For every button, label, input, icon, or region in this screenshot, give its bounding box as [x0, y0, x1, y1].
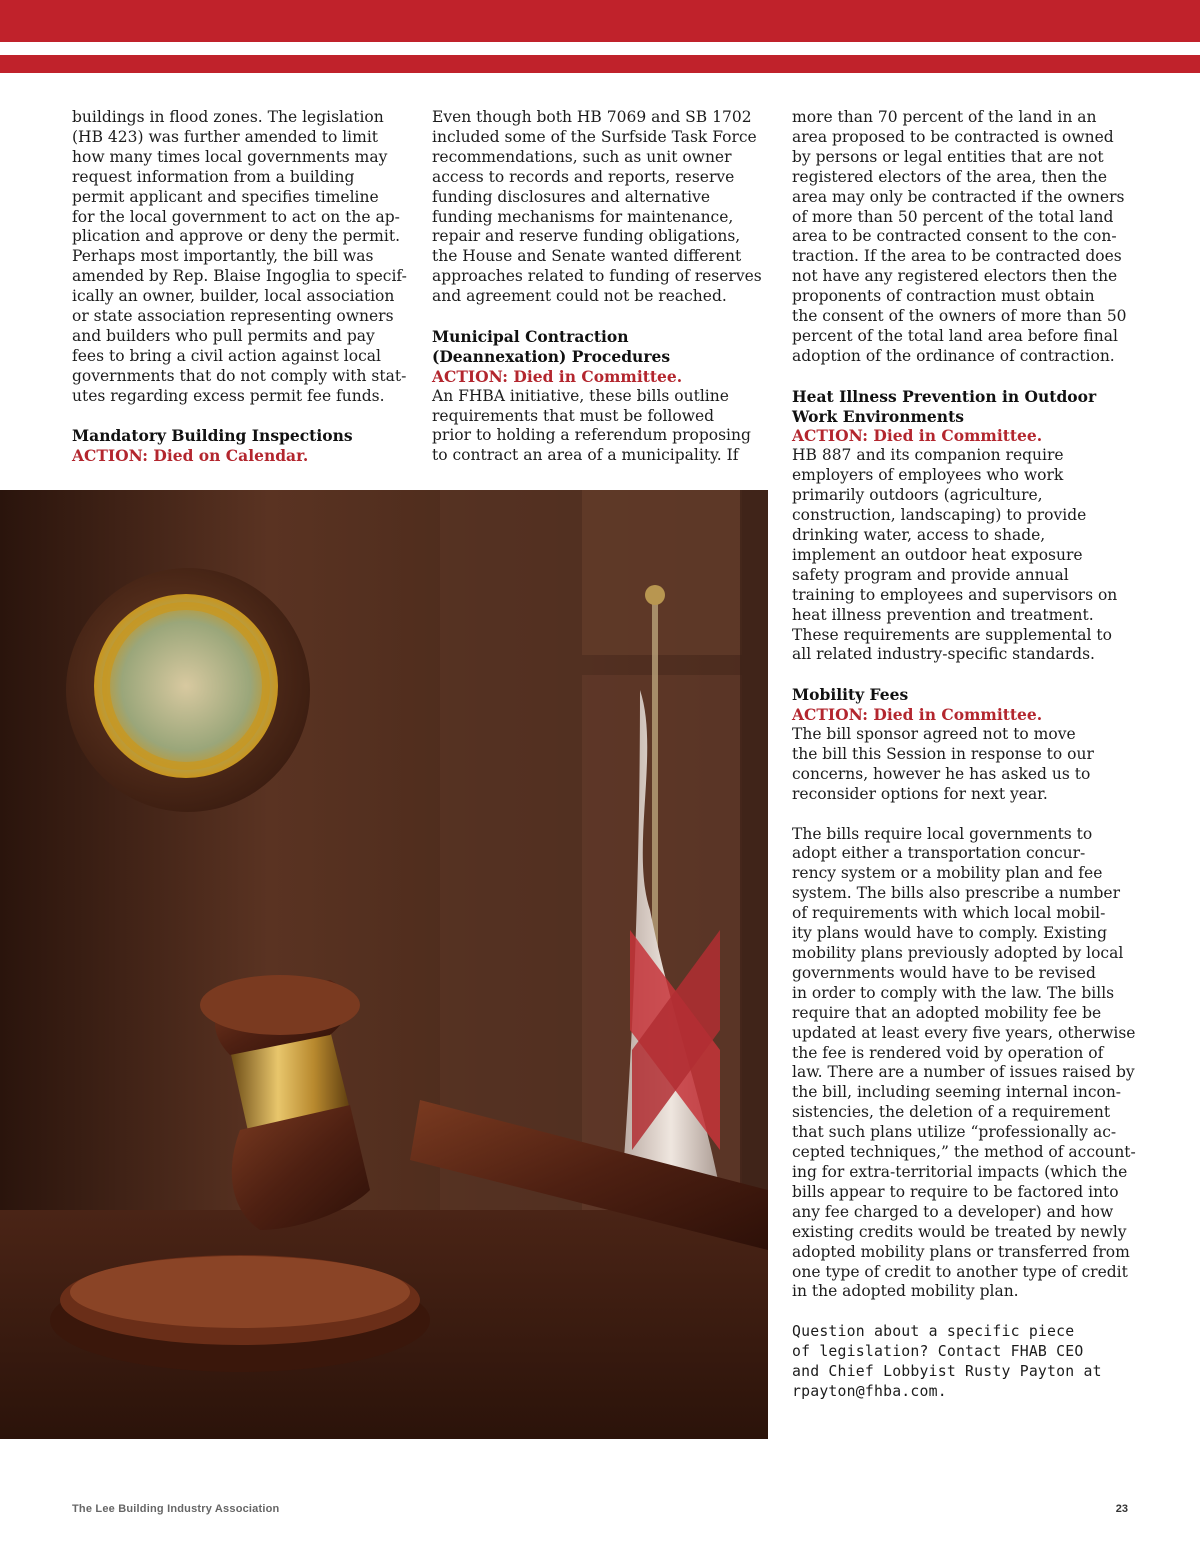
- header-red-stripe: [0, 55, 1200, 73]
- text-line: The bills require local governments to: [792, 824, 1093, 843]
- text-line: the House and Senate wanted different: [432, 247, 742, 266]
- action-status: ACTION: Died in Committee.: [792, 705, 1043, 725]
- text-line: for the local government to act on the ap-: [72, 207, 400, 226]
- text-line: governments would have to be revised: [792, 963, 1096, 982]
- article-column-1: [72, 108, 412, 466]
- action-status: ACTION: Died on Calendar.: [72, 446, 309, 466]
- text-line: mobility plans previously adopted by local: [792, 944, 1124, 963]
- section-heading-municipal-contraction: Municipal Contraction: [432, 326, 629, 346]
- text-line: HB 887 and its companion require: [792, 446, 1064, 465]
- footer-publication: The Lee Building Industry Association: [72, 1503, 280, 1515]
- section-heading-heat-illness: Heat Illness Prevention in Outdoor: [792, 386, 1097, 406]
- contact-note: [792, 1322, 1137, 1402]
- text-line: recommendations, such as unit owner: [432, 147, 732, 166]
- text-line: plication and approve or deny the permit.: [72, 227, 400, 246]
- text-line: The bill sponsor agreed not to move: [792, 725, 1076, 744]
- text-line: area proposed to be contracted is owned: [792, 127, 1114, 146]
- text-line: These requirements are supplemental to: [792, 625, 1112, 644]
- paragraph-hb423: [72, 108, 412, 407]
- text-line: An FHBA initiative, these bills outline: [432, 386, 729, 405]
- text-line: repair and reserve funding obligations,: [432, 227, 741, 246]
- text-line: percent of the total land area before final: [792, 326, 1118, 345]
- contact-email[interactable]: rpayton@fhba.com.: [792, 1382, 947, 1400]
- text-line: adopted mobility plans or transferred from: [792, 1242, 1130, 1261]
- text-line: of legislation? Contact FHAB CEO: [792, 1343, 1084, 1361]
- text-line: governments that do not comply with stat-: [72, 366, 407, 385]
- text-line: proponents of contraction must obtain: [792, 287, 1095, 306]
- text-line: in order to comply with the law. The bills: [792, 983, 1115, 1002]
- text-line: drinking water, access to shade,: [792, 526, 1046, 545]
- text-line: of more than 50 percent of the total land: [792, 207, 1114, 226]
- paragraph-contraction: [432, 387, 772, 467]
- text-line: the fee is rendered void by operation of: [792, 1043, 1104, 1062]
- text-line: existing credits would be treated by newly: [792, 1222, 1127, 1241]
- page-number: 23: [1115, 1503, 1128, 1515]
- text-line: the consent of the owners of more than 50: [792, 307, 1127, 326]
- text-line: all related industry-specific standards.: [792, 645, 1095, 664]
- text-line: primarily outdoors (agriculture,: [792, 486, 1043, 505]
- text-line: sistencies, the deletion of a requirement: [792, 1103, 1111, 1122]
- text-line: approaches related to funding of reserves: [432, 267, 762, 286]
- text-line: reconsider options for next year.: [792, 784, 1048, 803]
- article-column-2: [432, 108, 772, 466]
- text-line: any fee charged to a developer) and how: [792, 1202, 1114, 1221]
- text-line: or state association representing owners: [72, 307, 394, 326]
- article-column-3: [792, 108, 1137, 1402]
- text-line: and Chief Lobbyist Rusty Payton at: [792, 1363, 1102, 1381]
- text-line: of requirements with which local mobil-: [792, 904, 1106, 923]
- text-line: safety program and provide annual: [792, 565, 1069, 584]
- header-red-band: [0, 0, 1200, 42]
- text-line: area may only be contracted if the owners: [792, 187, 1125, 206]
- text-line: Even though both HB 7069 and SB 1702: [432, 108, 752, 126]
- section-heading-mobility-fees: Mobility Fees: [792, 685, 909, 705]
- text-line: the bill, including seeming internal incon-: [792, 1083, 1122, 1102]
- paragraph-mobility-bills: [792, 825, 1137, 1303]
- text-line: updated at least every five years, otherwise: [792, 1023, 1136, 1042]
- text-line: funding disclosures and alternative: [432, 187, 711, 206]
- paragraph-mobility-sponsor: [792, 725, 1137, 805]
- text-line: adopt either a transportation concur-: [792, 844, 1086, 863]
- text-line: that such plans utilize “professionally ac-: [792, 1123, 1117, 1142]
- text-line: rency system or a mobility plan and fee: [792, 864, 1103, 883]
- text-line: request information from a building: [72, 167, 355, 186]
- text-line: employers of employees who work: [792, 466, 1064, 485]
- text-line: requirements that must be followed: [432, 406, 715, 425]
- text-line: in the adopted mobility plan.: [792, 1282, 1019, 1301]
- text-line: construction, landscaping) to provide: [792, 506, 1087, 525]
- text-line: not have any registered electors then the: [792, 267, 1118, 286]
- text-line: implement an outdoor heat exposure: [792, 545, 1083, 564]
- text-line: ically an owner, builder, local association: [72, 287, 395, 306]
- text-line: Question about a specific piece: [792, 1323, 1075, 1341]
- paragraph-surfside: [432, 108, 772, 307]
- text-line: require that an adopted mobility fee be: [792, 1003, 1102, 1022]
- section-heading-municipal-contraction-cont: (Deannexation) Procedures: [432, 346, 671, 366]
- text-line: law. There are a number of issues raised by: [792, 1063, 1135, 1082]
- paragraph-heat-illness: [792, 446, 1137, 665]
- courtroom-gavel-photo: [0, 490, 768, 1439]
- text-line: registered electors of the area, then the: [792, 167, 1107, 186]
- text-line: more than 70 percent of the land in an: [792, 108, 1097, 126]
- text-line: (HB 423) was further amended to limit: [72, 127, 379, 146]
- text-line: concerns, however he has asked us to: [792, 764, 1091, 783]
- text-line: to contract an area of a municipality. If: [432, 446, 739, 465]
- text-line: funding mechanisms for maintenance,: [432, 207, 734, 226]
- text-line: by persons or legal entities that are not: [792, 147, 1104, 166]
- text-line: access to records and reports, reserve: [432, 167, 735, 186]
- text-line: fees to bring a civil action against local: [72, 346, 381, 365]
- text-line: the bill this Session in response to our: [792, 744, 1094, 763]
- text-line: Perhaps most importantly, the bill was: [72, 247, 374, 266]
- text-line: bills appear to require to be factored into: [792, 1182, 1119, 1201]
- text-line: area to be contracted consent to the con-: [792, 227, 1117, 246]
- action-status: ACTION: Died in Committee.: [792, 426, 1043, 446]
- text-line: and agreement could not be reached.: [432, 287, 727, 306]
- text-line: cepted techniques,” the method of account-: [792, 1143, 1136, 1162]
- text-line: heat illness prevention and treatment.: [792, 605, 1094, 624]
- text-line: and builders who pull permits and pay: [72, 326, 375, 345]
- text-line: permit applicant and specifies timeline: [72, 187, 379, 206]
- text-line: utes regarding excess permit fee funds.: [72, 386, 385, 405]
- text-line: ity plans would have to comply. Existing: [792, 924, 1108, 943]
- text-line: how many times local governments may: [72, 147, 388, 166]
- text-line: ing for extra-territorial impacts (which the: [792, 1162, 1128, 1181]
- text-line: adoption of the ordinance of contraction.: [792, 346, 1115, 365]
- text-line: prior to holding a referendum proposing: [432, 426, 751, 445]
- text-line: traction. If the area to be contracted does: [792, 247, 1122, 266]
- action-status: ACTION: Died in Committee.: [432, 366, 683, 386]
- paragraph-contraction-continued: [792, 108, 1137, 367]
- text-line: included some of the Surfside Task Force: [432, 127, 757, 146]
- text-line: buildings in flood zones. The legislation: [72, 108, 384, 126]
- section-heading-heat-illness-cont: Work Environments: [792, 406, 964, 426]
- text-line: amended by Rep. Blaise Ingoglia to specif-: [72, 267, 407, 286]
- text-line: training to employees and supervisors on: [792, 585, 1118, 604]
- section-heading-building-inspections: Mandatory Building Inspections: [72, 426, 353, 446]
- text-line: one type of credit to another type of credit: [792, 1262, 1128, 1281]
- text-line: system. The bills also prescribe a number: [792, 884, 1120, 903]
